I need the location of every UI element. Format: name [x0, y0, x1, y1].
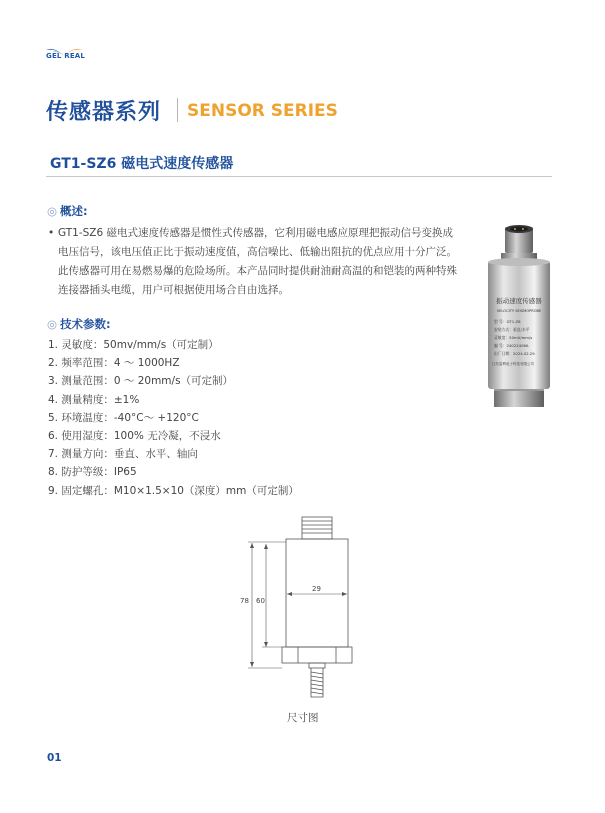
list-item: 2. 频率范围：4 ～ 1000HZ: [48, 357, 180, 370]
overview-heading: [47, 203, 88, 219]
page-number: 01: [47, 752, 62, 764]
list-item: 8. 防护等级：IP65: [48, 466, 137, 479]
list-item: 4. 测量精度：±1%: [48, 393, 140, 406]
bullet-icon: •: [48, 227, 55, 239]
circle-bullet-icon: ◎: [47, 204, 58, 218]
photo-label-line7: 出厂日期：2024.02.29: [494, 351, 535, 356]
overview-paragraph: [48, 224, 458, 300]
drawing-caption: 尺寸图: [287, 712, 319, 724]
photo-label-line8: 江苏雷利电子科技有限公司: [492, 362, 534, 366]
list-item: 6. 使用湿度：100% 无冷凝，不浸水: [48, 429, 221, 442]
title-divider: [46, 176, 552, 177]
circle-bullet-icon: ◎: [47, 317, 58, 331]
overview-text: GT1-SZ6 磁电式速度传感器是惯性式传感器，它利用磁电感应原理把振动信号变换成电压信号，该电压值正比于振动速度值，高信噪比、低输出阻抗的优点应用十分广泛。此传感器可用在易燃易爆的危险场所。本产品同时提供耐油耐高温的和铠装的两种特殊连接器插头电缆，用户可根据使用场合自由选择。: [58, 227, 457, 296]
photo-label-line6: 编 号：24022406A: [494, 343, 529, 348]
dim-total-label: 78: [240, 597, 249, 605]
photo-label-line1: 振动速度传感器: [496, 297, 542, 305]
overview-heading-label: 概述:: [60, 204, 88, 218]
product-title: GT1-SZ6 磁电式速度传感器: [50, 156, 234, 172]
list-item: 5. 环境温度：-40°C～ +120°C: [48, 411, 199, 424]
sensor-photo: [480, 225, 558, 410]
list-item: 7. 测量方向：垂直、水平、轴向: [48, 448, 198, 461]
logo-text: GEL REAL: [46, 52, 86, 60]
params-heading-label: 技术参数:: [60, 317, 111, 331]
list-item: 3. 测量范围：0 ～ 20mm/s（可定制）: [48, 375, 234, 388]
dim-body-label: 60: [256, 597, 265, 605]
dim-width-label: 29: [312, 585, 321, 593]
series-title-en: SENSOR SERIES: [187, 101, 338, 121]
params-list: [48, 336, 299, 500]
list-item: 1. 灵敏度：50mv/mm/s（可定制）: [48, 339, 219, 351]
photo-label-line3: 型 号：GT1-Z6: [494, 319, 521, 324]
photo-label-line4: 安装方式：垂直/水平: [494, 327, 530, 332]
photo-label-line2: VELOCITY SEISMOPROBE: [496, 309, 542, 313]
series-divider: [177, 98, 178, 122]
params-heading: [47, 316, 111, 332]
series-title-cn: 传感器系列: [46, 100, 162, 125]
dimension-drawing: [238, 512, 368, 707]
list-item: 9. 固定螺孔：M10×1.5×10（深度）mm（可定制）: [48, 484, 299, 497]
photo-label-line5: 灵敏度：50mV/mm/s: [494, 335, 533, 340]
